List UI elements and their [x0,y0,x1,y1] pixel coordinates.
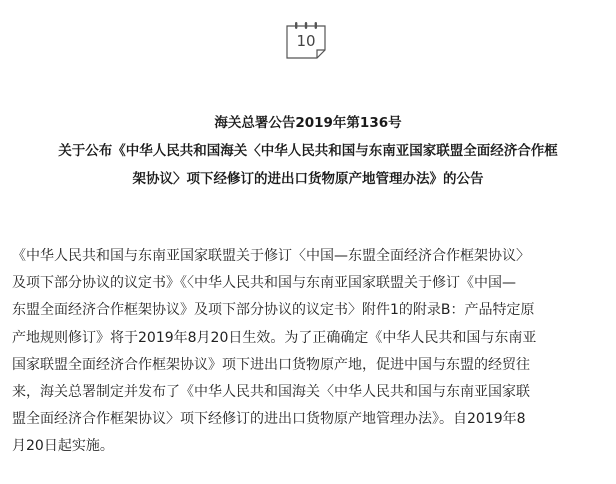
body-line: 《中华人民共和国与东南亚国家联盟关于修订〈中国—东盟全面经济合作框架协议〉 [12,248,530,264]
body-line: 及项下部分协议的议定书》《〈中华人民共和国与东南亚国家联盟关于修订《中国— [12,275,516,292]
body-line: 来，海关总署制定并发布了《中华人民共和国海关〈中华人民共和国与东南亚国家联 [12,383,530,400]
calendar-day-number: 10 [296,32,316,50]
announcement-body [12,243,608,461]
announcement-title-line-1: 关于公布《中华人民共和国海关〈中华人民共和国与东南亚国家联盟全面经济合作框 [58,143,558,159]
body-line: 国家联盟全面经济合作框架协议》项下进出口货物原产地，促进中国与东盟的经贸往 [12,356,530,373]
calendar-badge [284,20,328,60]
body-line: 东盟全面经济合作框架协议》及项下部分协议的议定书〉附件1的附录B：产品特定原 [12,302,535,319]
announcement-number: 海关总署公告2019年第136号 [214,115,402,131]
body-line: 月20日起实施。 [12,438,114,455]
body-line: 盟全面经济合作框架协议〉项下经修订的进出口货物原产地管理办法》。自2019年8 [12,411,526,428]
body-line: 产地规则修订》将于2019年8月20日生效。为了正确确定《中华人民共和国与东南亚 [12,329,537,346]
announcement-title-line-2: 架协议〉项下经修订的进出口货物原产地管理办法》的公告 [132,171,484,187]
